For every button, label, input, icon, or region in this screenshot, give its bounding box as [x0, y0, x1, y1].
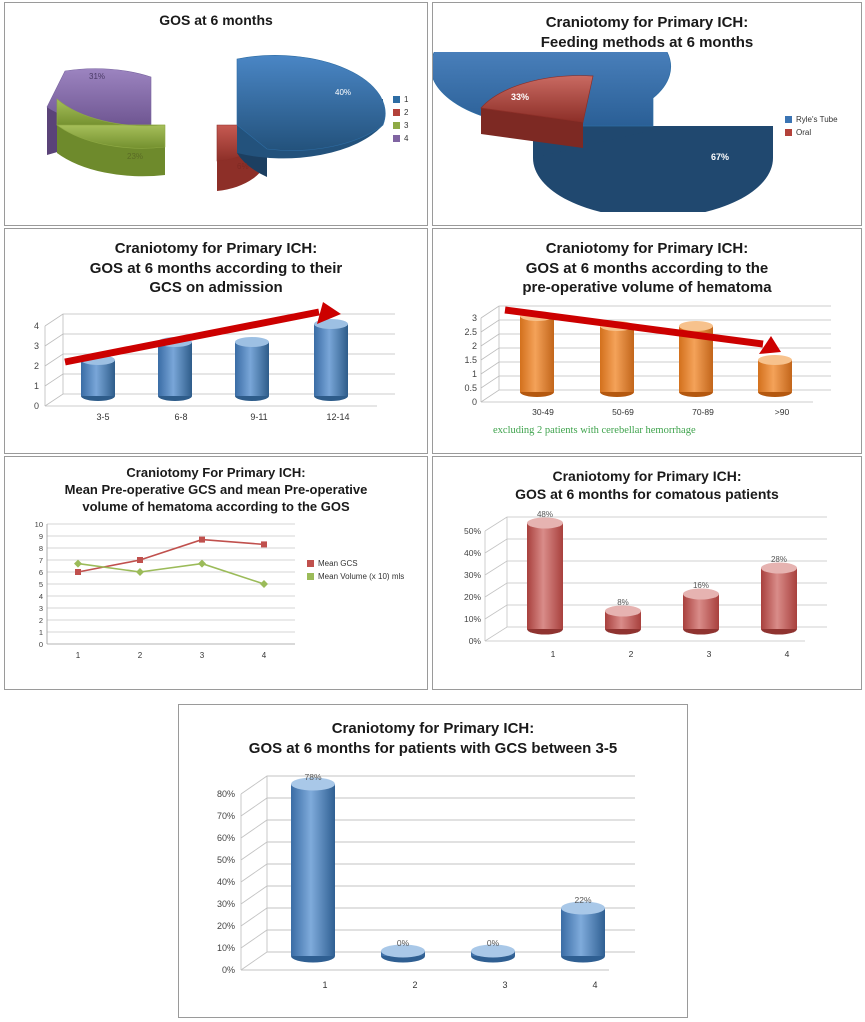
- panel-comatous-patients: [432, 456, 862, 690]
- legend-swatch: [393, 109, 400, 116]
- svg-text:60%: 60%: [216, 833, 235, 843]
- svg-text:3: 3: [33, 340, 39, 351]
- bar-12-14: [314, 319, 348, 401]
- svg-text:4: 4: [33, 320, 39, 331]
- svg-text:1: 1: [471, 368, 477, 379]
- bar-30-49: [520, 311, 554, 397]
- svg-text:20%: 20%: [216, 921, 235, 931]
- panel-gcs-3-5: [178, 704, 688, 1018]
- panel-gos-at-6-months: [4, 2, 428, 226]
- svg-text:4: 4: [784, 649, 790, 660]
- bar-9-11: [235, 337, 269, 401]
- bar-gos-1: [527, 518, 563, 635]
- svg-text:50-69: 50-69: [612, 406, 634, 417]
- title-line: Craniotomy for Primary ICH:: [545, 240, 749, 257]
- legend-mean: [307, 559, 425, 585]
- title-line: Craniotomy for Primary ICH:: [331, 720, 535, 737]
- svg-text:1: 1: [322, 980, 328, 990]
- svg-text:3: 3: [706, 649, 712, 660]
- data-label-gos-4: 28%: [770, 555, 788, 565]
- svg-text:80%: 80%: [216, 789, 235, 799]
- bar-group: [291, 778, 605, 963]
- svg-text:9-11: 9-11: [250, 411, 268, 422]
- svg-text:20%: 20%: [463, 592, 481, 603]
- panel-feeding-methods: [432, 2, 862, 226]
- svg-text:0%: 0%: [221, 965, 235, 975]
- bar-chart-comatous: [433, 503, 862, 663]
- svg-text:0: 0: [38, 639, 43, 649]
- bar-chart-gcs-3-5: [179, 758, 688, 998]
- svg-text:70%: 70%: [216, 811, 235, 821]
- data-label-gos-3: 0%: [486, 938, 500, 948]
- svg-text:40%: 40%: [463, 548, 481, 559]
- svg-text:3-5: 3-5: [96, 411, 110, 422]
- pie-value-ryles: 67%: [711, 152, 730, 162]
- svg-text:5: 5: [38, 579, 43, 589]
- bar-chart-preop-volume: [433, 298, 862, 418]
- legend-label: Ryle's Tube: [796, 115, 838, 124]
- legend-item: [785, 115, 838, 124]
- pie-slice-1: [237, 56, 385, 178]
- legend-swatch: [393, 96, 400, 103]
- bar-gos-4: [761, 563, 797, 635]
- svg-text:6: 6: [38, 567, 43, 577]
- legend-item: [307, 572, 425, 581]
- footnote-exclusion: excluding 2 patients with cerebellar hemorrhage: [493, 425, 696, 436]
- legend-item: [307, 559, 425, 568]
- svg-text:10: 10: [34, 519, 43, 529]
- legend-feeding: [785, 115, 838, 141]
- svg-text:0: 0: [471, 396, 477, 407]
- svg-text:2: 2: [137, 650, 143, 660]
- svg-text:2: 2: [412, 980, 418, 990]
- svg-text:3: 3: [199, 650, 205, 660]
- legend-swatch: [785, 129, 792, 136]
- svg-text:2.5: 2.5: [464, 326, 477, 337]
- bar-gos-2: [605, 606, 641, 635]
- svg-text:3: 3: [471, 312, 477, 323]
- title-line: GOS at 6 months for patients with GCS between 3-5: [248, 739, 618, 757]
- svg-text:30%: 30%: [216, 899, 235, 909]
- svg-text:2: 2: [628, 649, 634, 660]
- bar-group: [527, 518, 797, 635]
- svg-text:10%: 10%: [463, 614, 481, 625]
- legend-swatch: [307, 560, 314, 567]
- legend-item: [393, 108, 408, 117]
- data-label-gos-2: 0%: [396, 938, 410, 948]
- pie-value-4: 31%: [89, 72, 106, 82]
- svg-text:50%: 50%: [463, 526, 481, 537]
- title-line: GOS at 6 months according to the: [525, 259, 769, 277]
- svg-text:1: 1: [550, 649, 556, 660]
- bar-gos-4: [561, 902, 605, 963]
- legend-swatch: [307, 573, 314, 580]
- data-label-gos-1: 78%: [304, 772, 322, 782]
- legend-item: [393, 95, 408, 104]
- title-line: volume of hematoma according to the GOS: [82, 498, 350, 514]
- bar-chart-gcs-admission: [5, 298, 428, 423]
- legend-swatch: [785, 116, 792, 123]
- svg-text:2: 2: [38, 615, 43, 625]
- legend-label: Mean GCS: [318, 559, 358, 568]
- svg-text:40%: 40%: [216, 877, 235, 887]
- bar-50-69: [600, 321, 634, 397]
- svg-text:10%: 10%: [216, 943, 235, 953]
- legend-label: 4: [404, 134, 409, 143]
- title-line: Mean Pre-operative GCS and mean Pre-operative: [64, 481, 368, 497]
- svg-text:1: 1: [33, 380, 39, 391]
- title-line: Feeding methods at 6 months: [540, 33, 754, 51]
- legend-label: 2: [404, 108, 409, 117]
- svg-text:1: 1: [75, 650, 81, 660]
- panel-title: [179, 705, 687, 758]
- series-mean-volume: [78, 563, 264, 583]
- title-line: GOS at 6 months: [159, 12, 273, 28]
- data-label-gos-4: 22%: [574, 895, 592, 905]
- trend-arrow-up: [65, 302, 341, 362]
- pie-value-1: 40%: [335, 88, 352, 98]
- pie-value-3: 23%: [127, 152, 144, 162]
- svg-text:30%: 30%: [463, 570, 481, 581]
- legend-label: Oral: [796, 128, 812, 137]
- svg-text:4: 4: [38, 591, 43, 601]
- title-line: Craniotomy for Primary ICH:: [114, 240, 318, 257]
- title-line: GOS at 6 months according to their: [89, 259, 343, 277]
- svg-text:8: 8: [38, 543, 43, 553]
- svg-text:0: 0: [33, 400, 39, 411]
- title-line: Craniotomy for Primary ICH:: [552, 468, 742, 484]
- data-label-gos-3: 16%: [692, 581, 710, 591]
- legend-gos6: [393, 95, 408, 147]
- svg-text:0.5: 0.5: [464, 382, 477, 393]
- panel-title: [5, 229, 427, 298]
- legend-label: 1: [404, 95, 409, 104]
- svg-text:70-89: 70-89: [692, 406, 714, 417]
- title-line: Craniotomy for Primary ICH:: [545, 14, 749, 31]
- svg-text:4: 4: [261, 650, 267, 660]
- legend-swatch: [393, 135, 400, 142]
- pie-chart-gos6: [5, 29, 428, 219]
- svg-text:12-14: 12-14: [326, 411, 350, 422]
- title-line: GCS on admission: [149, 279, 283, 296]
- svg-text:4: 4: [592, 980, 598, 990]
- panel-title: [433, 229, 861, 298]
- svg-text:50%: 50%: [216, 855, 235, 865]
- svg-text:2: 2: [33, 360, 39, 371]
- panel-mean-gcs-volume: [4, 456, 428, 690]
- bar-3-5: [81, 355, 115, 401]
- pie-value-2: 6%: [237, 162, 249, 172]
- legend-label: 3: [404, 121, 409, 130]
- legend-item: [393, 134, 408, 143]
- svg-text:6-8: 6-8: [174, 411, 188, 422]
- legend-swatch: [393, 122, 400, 129]
- svg-text:3: 3: [38, 603, 43, 613]
- bar-group: [520, 311, 792, 397]
- panel-title: [5, 3, 427, 29]
- panel-preop-volume: [432, 228, 862, 454]
- svg-text:7: 7: [38, 555, 43, 565]
- svg-text:2: 2: [471, 340, 477, 351]
- data-label-gos-2: 8%: [617, 598, 629, 608]
- bar-gos-3: [683, 589, 719, 635]
- svg-text:1.5: 1.5: [464, 354, 477, 365]
- svg-text:1: 1: [38, 627, 43, 637]
- pie-value-oral: 33%: [511, 92, 530, 102]
- line-chart-mean: [5, 516, 428, 666]
- svg-text:0%: 0%: [468, 636, 481, 647]
- title-line: Craniotomy For Primary ICH:: [126, 465, 306, 480]
- title-line: pre-operative volume of hematoma: [522, 279, 772, 296]
- data-label-gos-1: 48%: [536, 510, 554, 520]
- panel-title: [5, 457, 427, 516]
- panel-gcs-on-admission: [4, 228, 428, 454]
- legend-label: Mean Volume (x 10) mls: [318, 572, 405, 581]
- svg-text:30-49: 30-49: [532, 406, 554, 417]
- legend-item: [393, 121, 408, 130]
- bar-gt90: [758, 355, 792, 397]
- svg-text:9: 9: [38, 531, 43, 541]
- title-line: GOS at 6 months for comatous patients: [515, 486, 779, 503]
- bar-gos-1: [291, 778, 335, 963]
- bar-6-8: [158, 337, 192, 401]
- svg-text:3: 3: [502, 980, 508, 990]
- panel-title: [433, 3, 861, 52]
- panel-title: [433, 457, 861, 503]
- legend-item: [785, 128, 838, 137]
- svg-text:>90: >90: [774, 406, 790, 417]
